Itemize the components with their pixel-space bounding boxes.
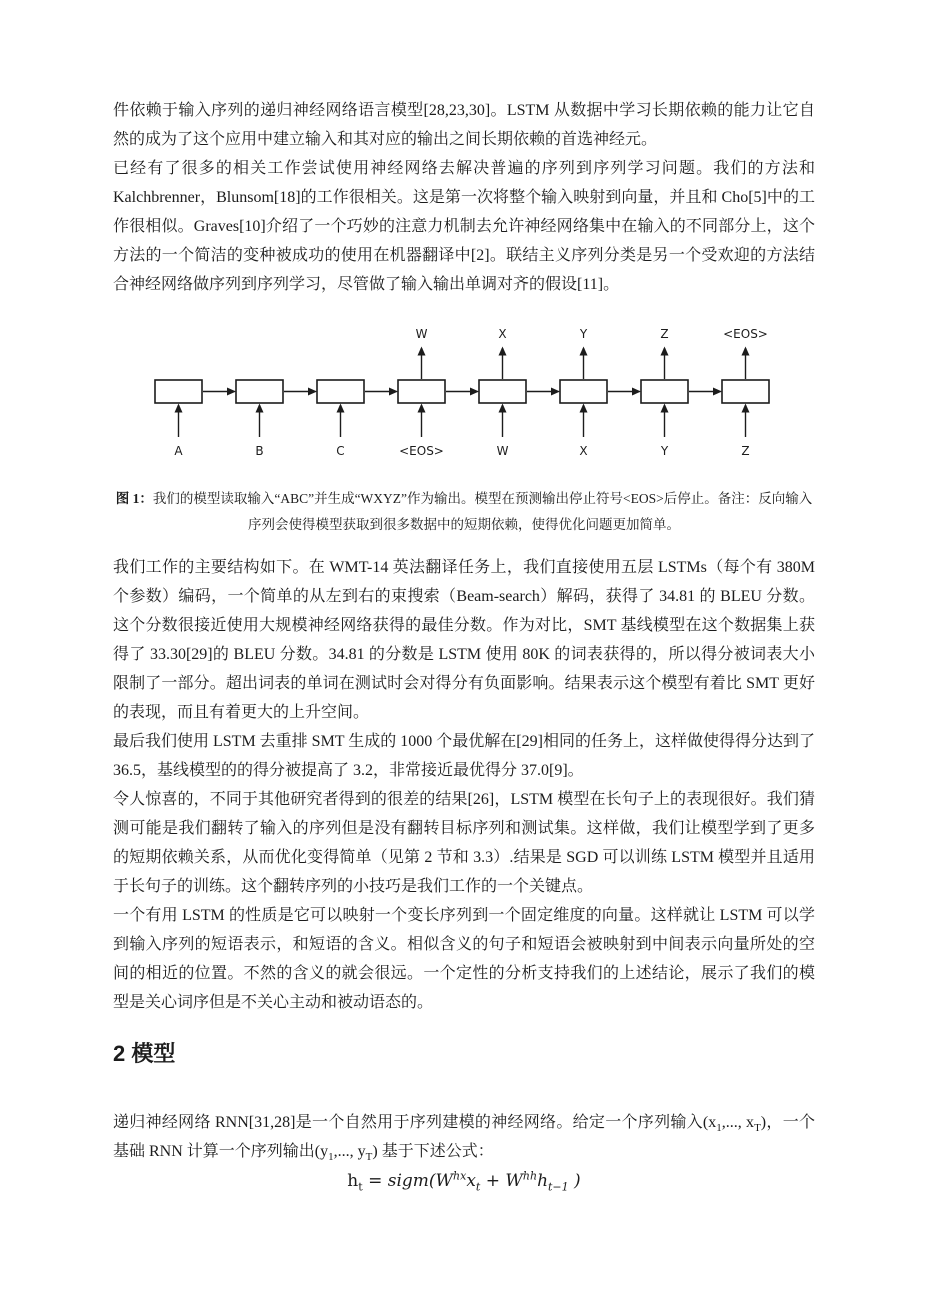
paragraph-model-intro: [113, 1108, 815, 1166]
formula-h: h: [347, 1171, 359, 1191]
input-label: C: [336, 444, 345, 458]
formula-h: h: [537, 1171, 549, 1191]
subscript: 1: [716, 1122, 722, 1135]
section-heading-model: 2 模型: [113, 1041, 176, 1066]
output-label: W: [415, 327, 428, 341]
paragraph-main-results: 我们工作的主要结构如下。在 WMT-14 英法翻译任务上，我们直接使用五层 LSTMs（每个有 380M 个参数）编码，一个简单的从左到右的束搜索（Beam-search）解码，获得了 34.81 的 BLEU 分数。这个分数很接近使用大规模神经网络获得的最佳分数。作为对比，SMT 基线模型在这个数据集上获得了 33.30[29]的 BLEU 分数。34.81 的分数是 LSTM 使用 80K 的词表获得的，所以得分被词表大小限制了一部分。超出词表的单词在测试时会对得分有负面影响。结果表示这个模型有着比 SMT 更好的表现，而且有着更大的上升空间。: [113, 559, 815, 721]
input-label: B: [255, 444, 264, 458]
formula-paren: (: [428, 1171, 436, 1191]
paragraph-long-sentences: 令人惊喜的，不同于其他研究者得到的很差的结果[26]，LSTM 模型在长句子上的表现很好。我们猜测可能是我们翻转了输入的序列但是没有翻转目标序列和测试集。这样做，我们让模型学到了更多的短期依赖关系，从而优化变得简单（见第 2 节和 3.3）.结果是 SGD 可以训练 LSTM 模型并且适用于长句子的训练。这个翻转序列的小技巧是我们工作的一个关键点。: [113, 791, 815, 895]
input-label: <EOS>: [399, 444, 444, 458]
paragraph-representation: 一个有用 LSTM 的性质是它可以映射一个变长序列到一个固定维度的向量。这样就让 LSTM 可以学到输入序列的短语表示，和短语的含义。相似含义的句子和短语会被映射到中间表示向量所处的空间的相近的位置。不然的含义的就会很远。一个定性的分析支持我们的上述结论，展示了我们的模型是关心词序但是不关心主动和被动语态的。: [113, 907, 815, 1011]
rnn-hidden-state-formula: [113, 1167, 815, 1196]
output-label: X: [498, 327, 507, 341]
output-label: Y: [579, 327, 588, 341]
model-intro-text: )，一个基础 RNN 计算一个序列输出(y: [113, 1114, 815, 1160]
formula-plus: +: [480, 1171, 506, 1191]
model-intro-text: 递归神经网络 RNN[31,28]是一个自然用于序列建模的神经网络。给定一个序列输入(x: [113, 1114, 717, 1131]
input-label: A: [174, 444, 183, 458]
rnn-cell-box: [641, 380, 688, 403]
figure-1: [140, 325, 815, 465]
model-intro-text: ) 基于下述公式：: [372, 1143, 494, 1160]
rnn-cell-box: [722, 380, 769, 403]
model-intro-text: ,..., x: [721, 1114, 755, 1131]
subscript: T: [365, 1151, 373, 1164]
subscript: t: [475, 1180, 481, 1194]
subscript: t−1: [548, 1180, 569, 1194]
input-label: Z: [741, 444, 750, 458]
rnn-cell-box: [236, 380, 283, 403]
subscript: T: [754, 1122, 761, 1135]
rnn-cell-box: [317, 380, 364, 403]
paragraph-rescoring: 最后我们使用 LSTM 去重排 SMT 生成的 1000 个最优解在[29]相同的任务上，这样做使得得分达到了 36.5，基线模型的的得分被提高了 3.2，非常接近最优得分 37.0[9]。: [113, 733, 815, 779]
superscript: hx: [453, 1169, 467, 1183]
rnn-cell-box: [479, 380, 526, 403]
figure-caption-label: 图 1：: [115, 491, 153, 506]
rnn-cell-box: [398, 380, 445, 403]
input-label: X: [579, 444, 588, 458]
model-intro-text: ,..., y: [333, 1143, 366, 1160]
formula-W: W: [505, 1171, 523, 1191]
paragraph-related-work: 已经有了很多的相关工作尝试使用神经网络去解决普遍的序列到序列学习问题。我们的方法和 Kalchbrenner，Blunsom[18]的工作很相关。这是第一次将整个输入映射到向量，并且和 Cho[5]中的工作很相似。Graves[10]介绍了一个巧妙的注意力机制去允许神经网络集中在输入的不同部分上，这个方法的一个简洁的变种被成功的使用在机器翻译中[2]。联结主义序列分类是另一个受欢迎的方法结合神经网络做序列到序列学习，尽管做了输入输出单调对齐的假设[11]。: [113, 160, 815, 293]
figure-caption: [113, 486, 815, 538]
subscript: 1: [328, 1151, 334, 1164]
formula-paren: ): [568, 1171, 581, 1191]
formula-x: x: [466, 1171, 476, 1191]
intro-text-block: [113, 96, 815, 299]
output-label: <EOS>: [723, 327, 768, 341]
input-label: W: [496, 444, 509, 458]
formula-sigm: sigm: [387, 1171, 429, 1191]
figure-caption-text: 我们的模型读取输入“ABC”并生成“WXYZ”作为输出。模型在预测输出停止符号<EOS>后停止。备注：反向输入序列会使得模型获取到很多数据中的短期依赖，使得优化问题更加简单。: [152, 491, 813, 532]
subscript: t: [358, 1180, 363, 1194]
rnn-cell-box: [560, 380, 607, 403]
output-label: Z: [660, 327, 669, 341]
formula-W: W: [435, 1171, 454, 1191]
formula-equals: =: [362, 1171, 388, 1191]
results-text-block: [113, 553, 815, 1017]
input-label: Y: [660, 444, 669, 458]
rnn-cell-box: [155, 380, 202, 403]
paragraph-continued-related-work: 件依赖于输入序列的递归神经网络语言模型[28,23,30]。LSTM 从数据中学习长期依赖的能力让它自然的成为了这个应用中建立输入和其对应的输出之间长期依赖的首选神经元。: [113, 102, 815, 148]
superscript: hh: [522, 1169, 538, 1183]
rnn-unrolled-diagram: [140, 325, 790, 465]
